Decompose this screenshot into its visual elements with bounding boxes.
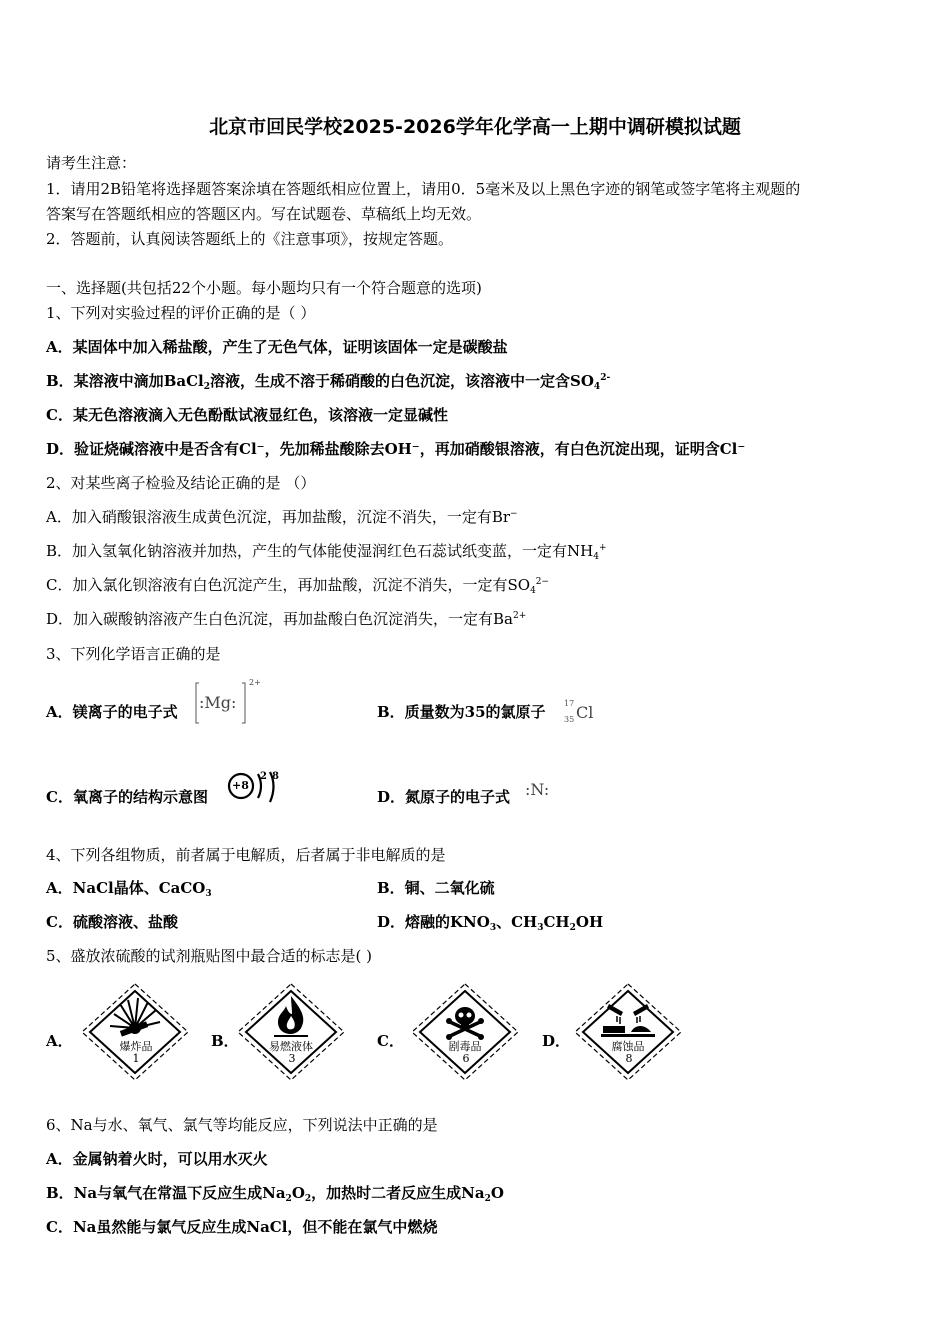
oxygen-ion-structure-diagram: +8 2 8: [226, 770, 288, 806]
n-atom-electron-formula: :N:: [525, 780, 550, 799]
q3-option-b: B．质量数为35的氯原子: [377, 703, 546, 721]
q2-stem: 2、对某些离子检验及结论正确的是 （）: [46, 474, 316, 492]
q5-option-a-letter: A．: [46, 1032, 73, 1050]
q5-option-c-letter: C．: [377, 1032, 404, 1050]
q5-option-b-letter: B．: [211, 1032, 239, 1050]
q4-option-b: B．铜、二氧化硫: [377, 879, 495, 897]
q1-option-c: C．某无色溶液滴入无色酚酞试液显红色，该溶液一定显碱性: [46, 406, 448, 424]
notice-heading: 请考生注意：: [46, 154, 137, 172]
explosive-hazard-sign: 爆炸品 1: [80, 982, 190, 1086]
q6-option-c: C．Na虽然能与氯气反应生成NaCl，但不能在氯气中燃烧: [46, 1218, 438, 1236]
q4-stem: 4、下列各组物质，前者属于电解质，后者属于非电解质的是: [46, 846, 446, 864]
q4-option-d: D．熔融的$KNO_3$、$CH_3CH_2OH$: [377, 913, 604, 933]
notice-item-1b: 答案写在答题纸相应的答题区内。写在试题卷、草稿纸上均无效。: [46, 205, 482, 223]
q1-option-d: D．验证烧碱溶液中是否含有Cl⁻，先加稀盐酸除去OH⁻，再加硝酸银溶液，有白色沉淀出现，证明含Cl⁻: [46, 440, 746, 458]
q4-option-a: A．NaCl晶体、CaCO$_3$: [46, 879, 212, 899]
q2-option-a: A．加入硝酸银溶液生成黄色沉淀，再加盐酸，沉淀不消失，一定有Br−: [46, 508, 518, 526]
q4-option-c: C．硫酸溶液、盐酸: [46, 913, 178, 931]
q2-option-c: C．加入氯化钡溶液有白色沉淀产生，再加盐酸，沉淀不消失，一定有$SO_4^{2-}$: [46, 576, 550, 596]
q3-option-d: D．氮原子的电子式: [377, 788, 511, 806]
q5-option-d-letter: D．: [542, 1032, 571, 1050]
page-title: 北京市回民学校2025-2026学年化学高一上期中调研模拟试题: [209, 116, 741, 138]
q1-stem: 1、下列对实验过程的评价正确的是（ ）: [46, 304, 316, 322]
q1-option-b: B．某溶液中滴加BaCl$_2$溶液，生成不溶于稀硝酸的白色沉淀，该溶液中一定含$SO_4^{2-}$: [46, 372, 611, 392]
q6-stem: 6、Na与水、氧气、氯气等均能反应，下列说法中正确的是: [46, 1116, 438, 1134]
q2-option-b: B．加入氢氧化钠溶液并加热，产生的气体能使湿润红色石蕊试纸变蓝，一定有$NH_4^+$: [46, 542, 607, 562]
q6-option-a: A．金属钠着火时，可以用水灭火: [46, 1150, 268, 1168]
section-heading: 一、选择题(共包括22个小题。每小题均只有一个符合题意的选项): [46, 279, 482, 297]
q3-stem: 3、下列化学语言正确的是: [46, 645, 221, 663]
q3-option-a: A．镁离子的电子式: [46, 703, 178, 721]
toxic-hazard-sign: 剧毒品 6: [410, 982, 520, 1086]
corrosive-hazard-sign: 腐蚀品 8: [573, 982, 683, 1086]
q1-option-a: A．某固体中加入稀盐酸，产生了无色气体，证明该固体一定是碳酸盐: [46, 338, 508, 356]
mg-ion-electron-formula: :Mg: 2+: [193, 680, 263, 726]
q6-option-b: B．Na与氧气在常温下反应生成$Na_2O_2$，加热时二者反应生成$Na_2O$: [46, 1184, 504, 1204]
notice-item-1a: 1．请用2B铅笔将选择题答案涂填在答题纸相应位置上，请用0．5毫米及以上黑色字迹的钢笔或签字笔将主观题的: [46, 180, 801, 198]
q3-option-c: C．氧离子的结构示意图: [46, 788, 208, 806]
cl-isotope-notation: 17 35 Cl: [564, 699, 594, 724]
q5-stem: 5、盛放浓硫酸的试剂瓶贴图中最合适的标志是( ): [46, 947, 373, 965]
flammable-liquid-sign: 易燃液体 3: [236, 982, 346, 1086]
q2-option-d: D．加入碳酸钠溶液产生白色沉淀，再加盐酸白色沉淀消失，一定有$Ba^{2+}$: [46, 610, 527, 628]
notice-item-2: 2．答题前，认真阅读答题纸上的《注意事项》，按规定答题。: [46, 230, 454, 248]
